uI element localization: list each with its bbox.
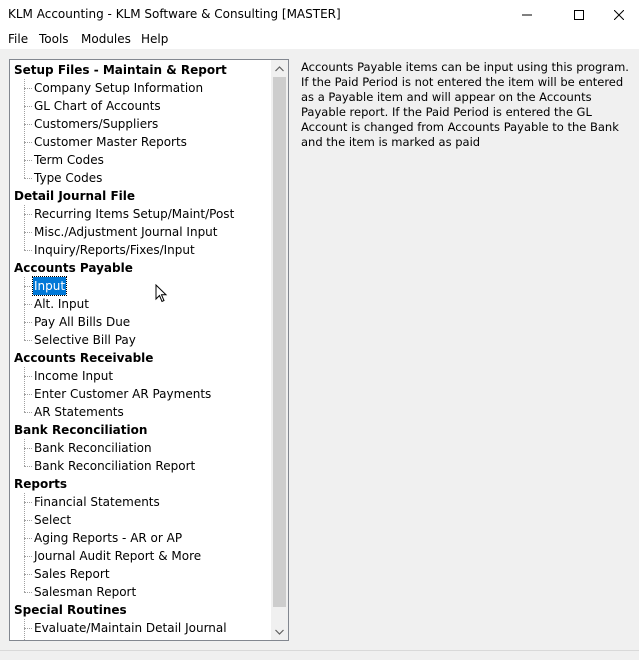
tree-item[interactable]: Bank Reconciliation Report xyxy=(34,459,196,473)
minimize-icon xyxy=(522,10,532,20)
menu-help[interactable]: Help xyxy=(141,32,169,46)
mouse-cursor-icon xyxy=(155,284,169,304)
tree-group-header[interactable]: Bank Reconciliation xyxy=(14,423,148,437)
tree-connector xyxy=(24,619,25,641)
tree-connector xyxy=(24,106,32,107)
tree-connector xyxy=(24,124,32,125)
tree-item[interactable]: Evaluate/Maintain Detail Journal xyxy=(34,621,227,635)
chevron-up-icon xyxy=(275,66,284,72)
tree-connector xyxy=(24,322,32,323)
tree-connector xyxy=(24,79,25,178)
tree-item[interactable]: Term Codes xyxy=(34,153,104,167)
tree-connector xyxy=(24,466,32,467)
scroll-up-button[interactable] xyxy=(271,60,288,77)
window-title: KLM Accounting - KLM Software & Consulting [MASTER] xyxy=(8,7,341,21)
maximize-button[interactable] xyxy=(556,0,602,30)
tree-item[interactable]: Journal Audit Report & More xyxy=(34,549,202,563)
tree-group-header[interactable]: Detail Journal File xyxy=(14,189,136,203)
tree-connector xyxy=(24,394,32,395)
tree-connector xyxy=(24,376,32,377)
tree-connector xyxy=(24,412,32,413)
close-button[interactable] xyxy=(598,0,639,30)
tree-connector xyxy=(24,493,25,592)
menu-bar xyxy=(0,30,639,49)
tree-scrollbar[interactable] xyxy=(271,60,288,640)
tree-connector xyxy=(24,448,32,449)
tree-item[interactable]: Alt. Input xyxy=(34,297,89,311)
tree-connector xyxy=(24,592,32,593)
tree-item[interactable]: Inquiry/Reports/Fixes/Input xyxy=(34,243,195,257)
tree-group-header[interactable]: Accounts Receivable xyxy=(14,351,154,365)
tree-item[interactable]: Customers/Suppliers xyxy=(34,117,159,131)
title-bar xyxy=(0,0,639,30)
tree-item[interactable]: Customer Master Reports xyxy=(34,135,187,149)
tree-item[interactable]: Aging Reports - AR or AP xyxy=(34,531,183,545)
tree-group-header[interactable]: Special Routines xyxy=(14,603,127,617)
tree-item[interactable]: AR Statements xyxy=(34,405,124,419)
tree-connector xyxy=(24,286,32,287)
tree-item[interactable]: Company Setup Information xyxy=(34,81,204,95)
tree-connector xyxy=(24,520,32,521)
menu-tools[interactable]: Tools xyxy=(39,32,69,46)
tree-connector xyxy=(24,574,32,575)
tree-item[interactable]: Income Input xyxy=(34,369,114,383)
tree-group-header[interactable]: Accounts Payable xyxy=(14,261,133,275)
tree-item[interactable]: Recurring Items Setup/Maint/Post xyxy=(34,207,235,221)
scroll-thumb[interactable] xyxy=(273,77,286,607)
tree-connector xyxy=(24,304,32,305)
tree-connector xyxy=(24,628,32,629)
tree-item[interactable]: Sales Report xyxy=(34,567,110,581)
tree-connector xyxy=(24,439,25,466)
tree-connector xyxy=(24,502,32,503)
tree-item[interactable]: Enter Customer AR Payments xyxy=(34,387,212,401)
tree-item[interactable]: Bank Reconciliation xyxy=(34,441,152,455)
maximize-icon xyxy=(574,10,584,20)
tree-item[interactable]: Financial Statements xyxy=(34,495,160,509)
menu-file[interactable]: File xyxy=(8,32,29,46)
tree-item[interactable]: Selective Bill Pay xyxy=(34,333,136,347)
tree-connector xyxy=(24,250,32,251)
tree-connector xyxy=(24,214,32,215)
tree-group-header[interactable]: Reports xyxy=(14,477,68,491)
tree-connector xyxy=(24,178,32,179)
tree-connector xyxy=(24,88,32,89)
minimize-button[interactable] xyxy=(504,0,550,30)
chevron-down-icon xyxy=(275,629,284,635)
menu-modules[interactable]: Modules xyxy=(81,32,131,46)
tree-connector xyxy=(24,277,25,340)
tree-item[interactable]: Type Codes xyxy=(34,171,103,185)
tree-connector xyxy=(24,367,25,412)
tree-item[interactable]: Pay All Bills Due xyxy=(34,315,131,329)
module-tree[interactable] xyxy=(9,59,289,641)
tree-group-header[interactable]: Setup Files - Maintain & Report xyxy=(14,63,227,77)
program-description: Accounts Payable items can be input using this program. If the Paid Period is not entered the item will be entered as a Payable item and will appear on the Accounts Payable report. If the Paid Period is entered the GL Account is changed from Accounts Payable to the Bank and the item is marked as paid xyxy=(301,60,629,149)
scroll-down-button[interactable] xyxy=(271,623,288,640)
tree-item[interactable]: Input xyxy=(34,279,66,293)
tree-connector xyxy=(24,538,32,539)
tree-connector xyxy=(24,556,32,557)
tree-item[interactable]: GL Chart of Accounts xyxy=(34,99,161,113)
tree-connector xyxy=(24,160,32,161)
tree-item[interactable]: Misc./Adjustment Journal Input xyxy=(34,225,218,239)
tree-item[interactable]: Select xyxy=(34,513,72,527)
tree-item[interactable]: Salesman Report xyxy=(34,585,137,599)
close-icon xyxy=(614,10,624,20)
tree-connector xyxy=(24,205,25,250)
tree-connector xyxy=(24,232,32,233)
tree-connector xyxy=(24,340,32,341)
tree-connector xyxy=(24,142,32,143)
